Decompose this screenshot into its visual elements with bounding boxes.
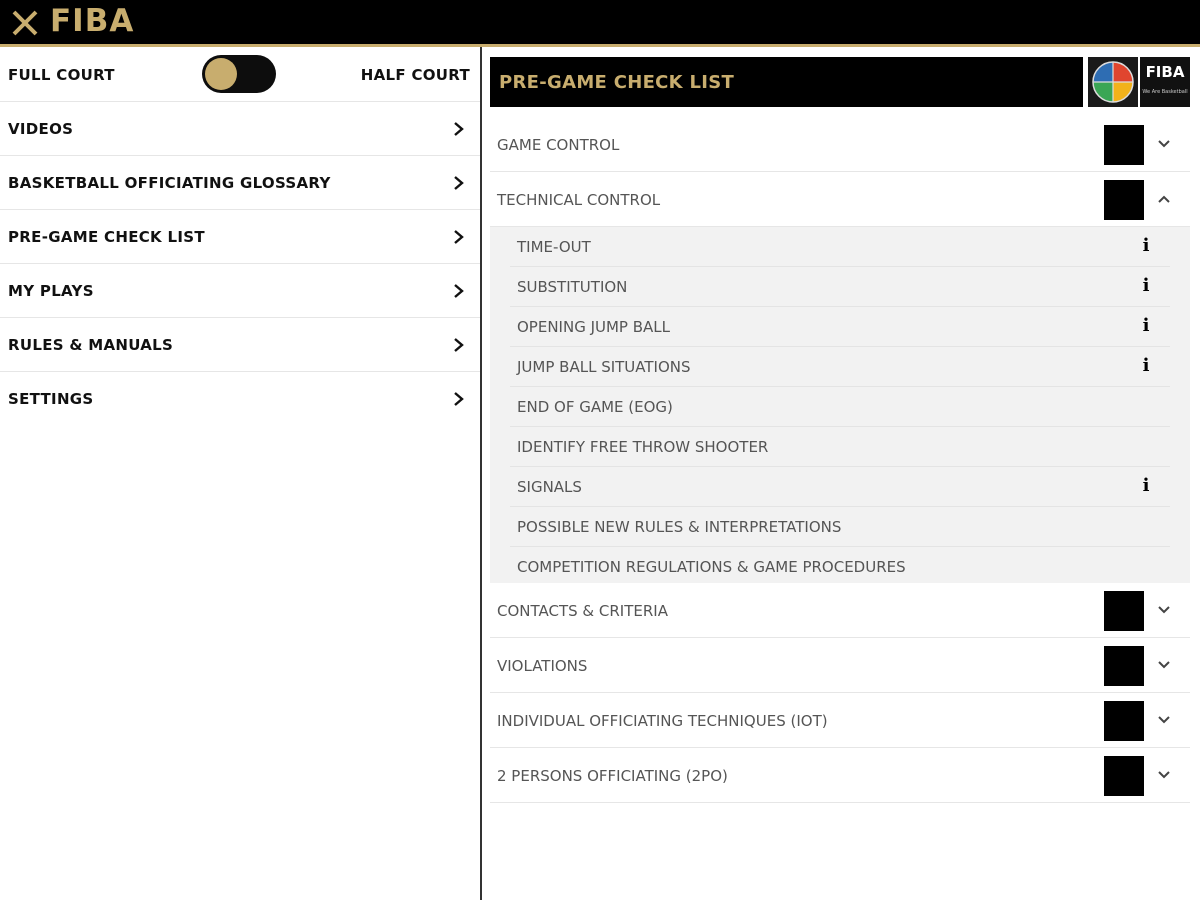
checklist-sections — [490, 117, 1190, 803]
page-title: PRE-GAME CHECK LIST — [499, 72, 735, 93]
section-thumbnail — [1104, 646, 1144, 686]
technical-control-subpanel — [490, 227, 1190, 583]
chevron-down-icon[interactable] — [1156, 768, 1172, 782]
sidebar-item-my-plays[interactable] — [0, 264, 480, 318]
sidebar-item-pre-game-check-list[interactable] — [0, 210, 480, 264]
sidebar — [0, 47, 482, 900]
section-thumbnail — [1104, 701, 1144, 741]
info-icon[interactable]: i — [1142, 275, 1150, 296]
section-contacts-criteria[interactable] — [490, 583, 1190, 638]
sidebar-item-label: BASKETBALL OFFICIATING GLOSSARY — [8, 174, 331, 192]
chevron-right-icon — [452, 391, 466, 407]
info-icon[interactable]: i — [1142, 235, 1150, 256]
list-item[interactable] — [510, 227, 1170, 267]
basketball-globe-logo — [1088, 57, 1138, 107]
sidebar-item-label: MY PLAYS — [8, 282, 94, 300]
fiba-badge-logo — [1140, 57, 1190, 107]
sidebar-item-settings[interactable] — [0, 372, 480, 425]
info-icon[interactable]: i — [1142, 315, 1150, 336]
list-item[interactable] — [510, 347, 1170, 387]
list-item[interactable] — [510, 467, 1170, 507]
sidebar-item-label: PRE-GAME CHECK LIST — [8, 228, 205, 246]
section-label: TECHNICAL CONTROL — [497, 191, 661, 209]
full-court-label: FULL COURT — [8, 66, 115, 84]
section-label: CONTACTS & CRITERIA — [497, 602, 668, 620]
info-icon[interactable]: i — [1142, 475, 1150, 496]
list-item-label: SIGNALS — [517, 478, 582, 496]
section-thumbnail — [1104, 125, 1144, 165]
section-2-persons-officiating[interactable] — [490, 748, 1190, 803]
chevron-down-icon[interactable] — [1156, 713, 1172, 727]
list-item-label: TIME-OUT — [517, 238, 591, 256]
section-violations[interactable] — [490, 638, 1190, 693]
sidebar-item-videos[interactable] — [0, 102, 480, 156]
sidebar-item-label: SETTINGS — [8, 390, 94, 408]
fiba-badge-subtext: We Are Basketball — [1142, 89, 1188, 95]
chevron-down-icon[interactable] — [1156, 658, 1172, 672]
sidebar-item-label: RULES & MANUALS — [8, 336, 174, 354]
list-item-label: OPENING JUMP BALL — [517, 318, 671, 336]
chevron-right-icon — [452, 121, 466, 137]
chevron-down-icon[interactable] — [1156, 137, 1172, 151]
top-bar — [0, 0, 1200, 47]
fiba-badge-text: FIBA — [1145, 63, 1185, 81]
close-icon[interactable] — [10, 8, 40, 38]
section-label: INDIVIDUAL OFFICIATING TECHNIQUES (IOT) — [497, 712, 828, 730]
section-thumbnail — [1104, 591, 1144, 631]
globe-icon — [1088, 57, 1138, 107]
list-item[interactable] — [510, 547, 1170, 586]
court-toggle-switch[interactable] — [202, 55, 276, 93]
sidebar-item-glossary[interactable] — [0, 156, 480, 210]
sidebar-item-label: VIDEOS — [8, 120, 74, 138]
section-thumbnail — [1104, 756, 1144, 796]
section-label: VIOLATIONS — [497, 657, 588, 675]
toggle-knob — [205, 58, 237, 90]
list-item-label: SUBSTITUTION — [517, 278, 628, 296]
fiba-logo: FIBA — [50, 3, 135, 39]
list-item-label: END OF GAME (EOG) — [517, 398, 673, 416]
section-technical-control[interactable] — [490, 172, 1190, 227]
court-toggle-row — [0, 47, 480, 102]
list-item-label: POSSIBLE NEW RULES & INTERPRETATIONS — [517, 518, 842, 536]
section-label: 2 PERSONS OFFICIATING (2PO) — [497, 767, 728, 785]
chevron-right-icon — [452, 229, 466, 245]
list-item[interactable] — [510, 267, 1170, 307]
section-individual-officiating-techniques[interactable] — [490, 693, 1190, 748]
chevron-down-icon[interactable] — [1156, 603, 1172, 617]
main-panel — [482, 47, 1200, 900]
chevron-right-icon — [452, 337, 466, 353]
list-item[interactable] — [510, 507, 1170, 547]
chevron-right-icon — [452, 283, 466, 299]
list-item[interactable] — [510, 307, 1170, 347]
list-item-label: IDENTIFY FREE THROW SHOOTER — [517, 438, 769, 456]
info-icon[interactable]: i — [1142, 355, 1150, 376]
chevron-right-icon — [452, 175, 466, 191]
list-item-label: JUMP BALL SITUATIONS — [517, 358, 691, 376]
chevron-up-icon[interactable] — [1156, 192, 1172, 206]
list-item[interactable] — [510, 387, 1170, 427]
list-item-label: COMPETITION REGULATIONS & GAME PROCEDURES — [517, 558, 906, 576]
page-header — [490, 57, 1083, 107]
section-game-control[interactable] — [490, 117, 1190, 172]
half-court-label: HALF COURT — [360, 66, 470, 84]
section-thumbnail — [1104, 180, 1144, 220]
list-item[interactable] — [510, 427, 1170, 467]
sidebar-item-rules-manuals[interactable] — [0, 318, 480, 372]
section-label: GAME CONTROL — [497, 136, 620, 154]
